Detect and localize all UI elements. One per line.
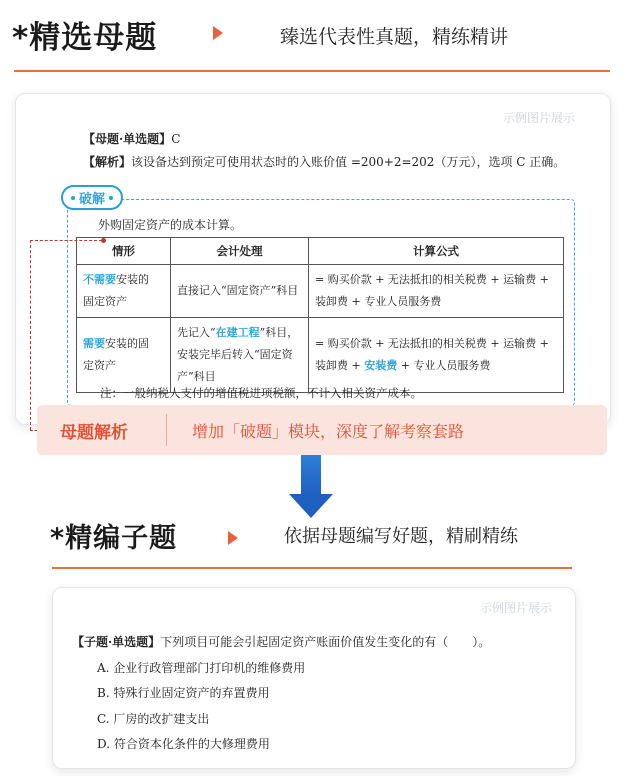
question-text: 下列项目可能会引起固定资产账面价值发生变化的有（ ）。 (160, 635, 491, 649)
table-row (77, 318, 564, 393)
highlight-text: 不需要 (83, 273, 116, 286)
table-header-row (77, 238, 564, 265)
answer-value: C (171, 132, 181, 146)
pojie-tag (61, 185, 123, 210)
highlight-text: 在建工程 (215, 326, 260, 339)
cell-text: + 专业人员服务费 (397, 359, 491, 372)
cell-text: 安装的固 (105, 337, 149, 350)
cost-calculation-table (76, 237, 564, 393)
connector-line (30, 240, 31, 430)
arrow-right-icon (213, 26, 223, 40)
section2-subtitle: 依据母题编写好题，精刷精练 (284, 526, 518, 547)
section2-divider (52, 567, 572, 569)
section1-divider (14, 70, 610, 72)
analysis-label: 【解析】 (83, 155, 132, 169)
option-c: C. 厂房的改扩建支出 (97, 712, 210, 726)
cell-text: 定资产 (83, 359, 116, 372)
analysis-text: 该设备达到预定可使用状态时的入账价值 =200+2=202（万元），选项 C 正确。 (131, 155, 566, 169)
option-a: A. 企业行政管理部门打印机的维修费用 (97, 661, 306, 675)
highlight-text: 安装费 (364, 359, 398, 372)
option-d: D. 符合资本化条件的大修理费用 (97, 737, 270, 751)
section1-title: *精选母题 (12, 20, 158, 56)
connector-line (30, 240, 102, 241)
pojie-tag-label: 破解 (79, 192, 106, 207)
table-note: 注：一般纳税人支付的增值税进项税额，不计入相关资产成本。 (100, 386, 422, 400)
question-label: 【子题·单选题】 (72, 635, 161, 649)
sample-label: 示例图片展示 (503, 111, 576, 125)
question-line (72, 633, 490, 650)
dot-icon (109, 196, 113, 200)
cell-text: = 购买价款 + 无法抵扣的相关税费 + 运输费 + 装卸费 + (315, 337, 549, 372)
table-cell: 直接记入“固定资产”科目 (171, 265, 309, 318)
arrow-down-icon (301, 455, 321, 495)
band-description: 增加「破题」模块，深度了解考察套路 (192, 422, 465, 441)
band-title: 母题解析 (60, 423, 128, 443)
arrow-right-icon (228, 531, 238, 545)
section2-title: *精编子题 (50, 523, 178, 554)
table-row (77, 265, 564, 318)
pojie-intro: 外购固定资产的成本计算。 (98, 218, 243, 232)
dot-icon (71, 196, 75, 200)
table-cell (77, 265, 171, 318)
cell-text: 先记入“ (177, 326, 216, 339)
table-cell: = 购买价款 + 无法抵扣的相关税费 + 运输费 + 装卸费 + 专业人员服务费 (309, 265, 564, 318)
highlight-text: 需要 (83, 337, 105, 350)
analysis-line (83, 153, 565, 170)
cell-text: 安装的 (116, 273, 149, 286)
option-b: B. 特殊行业固定资产的弃置费用 (97, 686, 270, 700)
answer-line (83, 130, 180, 147)
cell-text: ”科目，安装完毕后转入“固定资产”科目 (177, 326, 299, 383)
table-header: 会计处理 (171, 238, 309, 265)
cell-text: 固定资产 (83, 295, 127, 308)
table-cell (77, 318, 171, 393)
arrow-down-head (289, 494, 333, 518)
table-header: 计算公式 (309, 238, 564, 265)
sample-label: 示例图片展示 (480, 601, 553, 615)
section1-subtitle: 臻选代表性真题，精练精讲 (280, 26, 509, 48)
answer-label: 【母题·单选题】 (83, 132, 172, 146)
table-cell (309, 318, 564, 393)
table-cell (171, 318, 309, 393)
table-header: 情形 (77, 238, 171, 265)
band-divider (166, 414, 167, 446)
